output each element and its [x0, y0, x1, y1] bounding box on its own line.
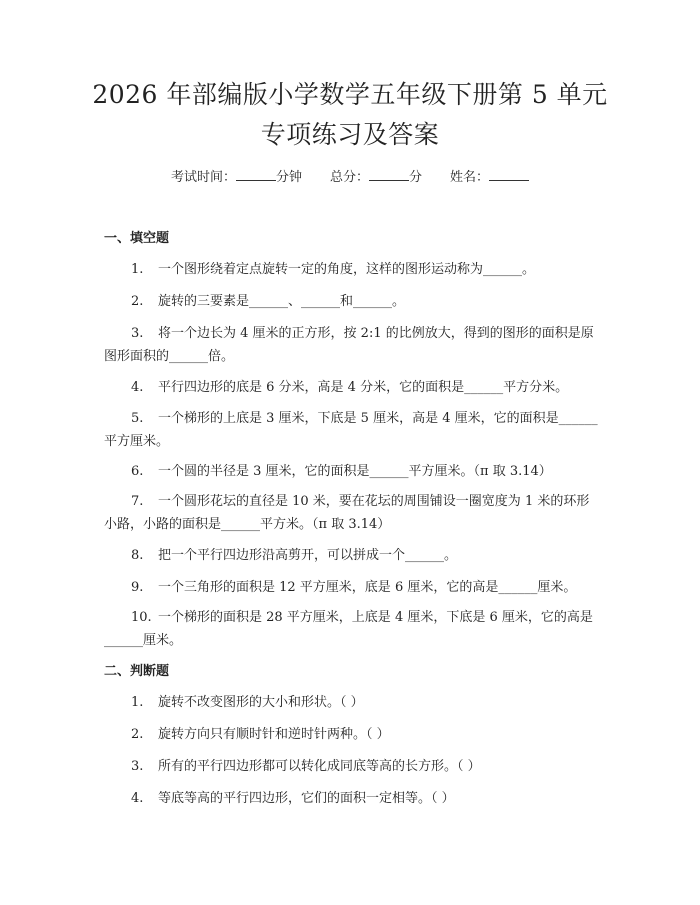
question-text: 将一个边长为 4 厘米的正方形，按 2:1 的比例放大，得到的图形的面积是原图形面积的 — [104, 326, 594, 364]
name-blank[interactable] — [489, 167, 529, 181]
question-text: 一个圆的半径是 3 厘米，它的面积是 — [158, 464, 370, 479]
question-item — [104, 376, 599, 399]
question-text: 一个圆形花坛的直径是 10 米，要在花坛的周围铺设一圈宽度为 1 米的环形小路，小路的面积是 — [104, 494, 590, 532]
question-number: 2. — [131, 727, 144, 742]
question-text: 。 — [522, 262, 536, 277]
question-text: 厘米。 — [143, 633, 183, 648]
question-item — [104, 258, 599, 281]
answer-blank[interactable]: ______ — [221, 517, 261, 532]
score-unit: 分 — [409, 170, 423, 185]
time-unit: 分钟 — [275, 170, 302, 185]
question-text: 平方厘米。（π 取 3.14） — [408, 464, 552, 479]
question-number: 3. — [131, 759, 144, 774]
question-number: 7. — [131, 494, 144, 509]
time-label: 考试时间： — [170, 170, 236, 185]
question-item — [104, 407, 599, 453]
section-heading-true-false: 二、判断题 — [104, 664, 170, 679]
question-item — [104, 290, 599, 313]
answer-blank[interactable]: ______ — [464, 380, 504, 395]
question-text: 旋转的三要素是 — [158, 294, 250, 309]
question-item — [104, 576, 599, 599]
question-text: 旋转不改变图形的大小和形状。（ ） — [158, 695, 364, 710]
question-number: 10. — [131, 610, 152, 625]
question-text: 。 — [444, 548, 458, 563]
question-text: 一个图形绕着定点旋转一定的角度，这样的图形运动称为 — [158, 262, 484, 277]
question-text: 所有的平行四边形都可以转化成同底等高的长方形。（ ） — [158, 759, 481, 774]
question-item — [104, 787, 599, 810]
question-text: 平行四边形的底是 6 分米，高是 4 分米，它的面积是 — [158, 380, 465, 395]
question-text: 平方米。（π 取 3.14） — [260, 517, 391, 532]
question-item — [104, 490, 599, 536]
question-item — [104, 606, 599, 652]
question-number: 1. — [131, 695, 144, 710]
question-text: 等底等高的平行四边形，它们的面积一定相等。（ ） — [158, 791, 455, 806]
question-text: 平方厘米。 — [104, 434, 170, 449]
question-number: 2. — [131, 294, 144, 309]
question-text: 、 — [288, 294, 302, 309]
answer-blank[interactable]: ______ — [405, 548, 445, 563]
question-item — [104, 544, 599, 567]
answer-blank[interactable]: ______ — [353, 294, 393, 309]
answer-blank[interactable]: ______ — [104, 633, 143, 648]
question-number: 3. — [131, 326, 144, 341]
document-title-line1: 2026 年部编版小学数学五年级下册第 5 单元 — [92, 80, 608, 109]
question-number: 4. — [131, 791, 144, 806]
answer-blank[interactable]: ______ — [301, 294, 341, 309]
question-text: 厘米。 — [537, 580, 577, 595]
question-item — [104, 755, 599, 778]
question-number: 9. — [131, 580, 144, 595]
question-number: 5. — [131, 411, 144, 426]
answer-blank[interactable]: ______ — [169, 349, 209, 364]
question-item — [104, 691, 599, 714]
question-number: 6. — [131, 464, 144, 479]
time-blank[interactable] — [236, 167, 276, 181]
question-item — [104, 723, 599, 746]
question-text: 平方分米。 — [503, 380, 569, 395]
answer-blank[interactable]: ______ — [498, 580, 538, 595]
answer-blank[interactable]: ______ — [558, 411, 598, 426]
answer-blank[interactable]: ______ — [369, 464, 409, 479]
question-text: 倍。 — [208, 349, 235, 364]
question-text: 一个梯形的面积是 28 平方厘米，上底是 4 厘米，下底是 6 厘米，它的高是 — [158, 610, 593, 625]
question-text: 旋转方向只有顺时针和逆时针两种。（ ） — [158, 727, 390, 742]
answer-blank[interactable]: ______ — [249, 294, 289, 309]
section-heading-fill-blank: 一、填空题 — [104, 231, 170, 246]
question-item — [104, 460, 599, 483]
question-text: 把一个平行四边形沿高剪开，可以拼成一个 — [158, 548, 406, 563]
question-number: 8. — [131, 548, 144, 563]
answer-blank[interactable]: ______ — [483, 262, 523, 277]
name-label: 姓名： — [450, 170, 490, 185]
question-text: 一个梯形的上底是 3 厘米，下底是 5 厘米，高是 4 厘米，它的面积是 — [158, 411, 559, 426]
document-title-line2: 专项练习及答案 — [260, 120, 440, 149]
score-label: 总分： — [329, 170, 369, 185]
question-item — [104, 322, 599, 368]
question-text: 和 — [340, 294, 354, 309]
question-number: 4. — [131, 380, 144, 395]
question-text: 。 — [392, 294, 406, 309]
question-text: 一个三角形的面积是 12 平方厘米，底是 6 厘米，它的高是 — [158, 580, 499, 595]
question-number: 1. — [131, 262, 144, 277]
score-blank[interactable] — [369, 167, 409, 181]
exam-info-line — [0, 167, 700, 188]
